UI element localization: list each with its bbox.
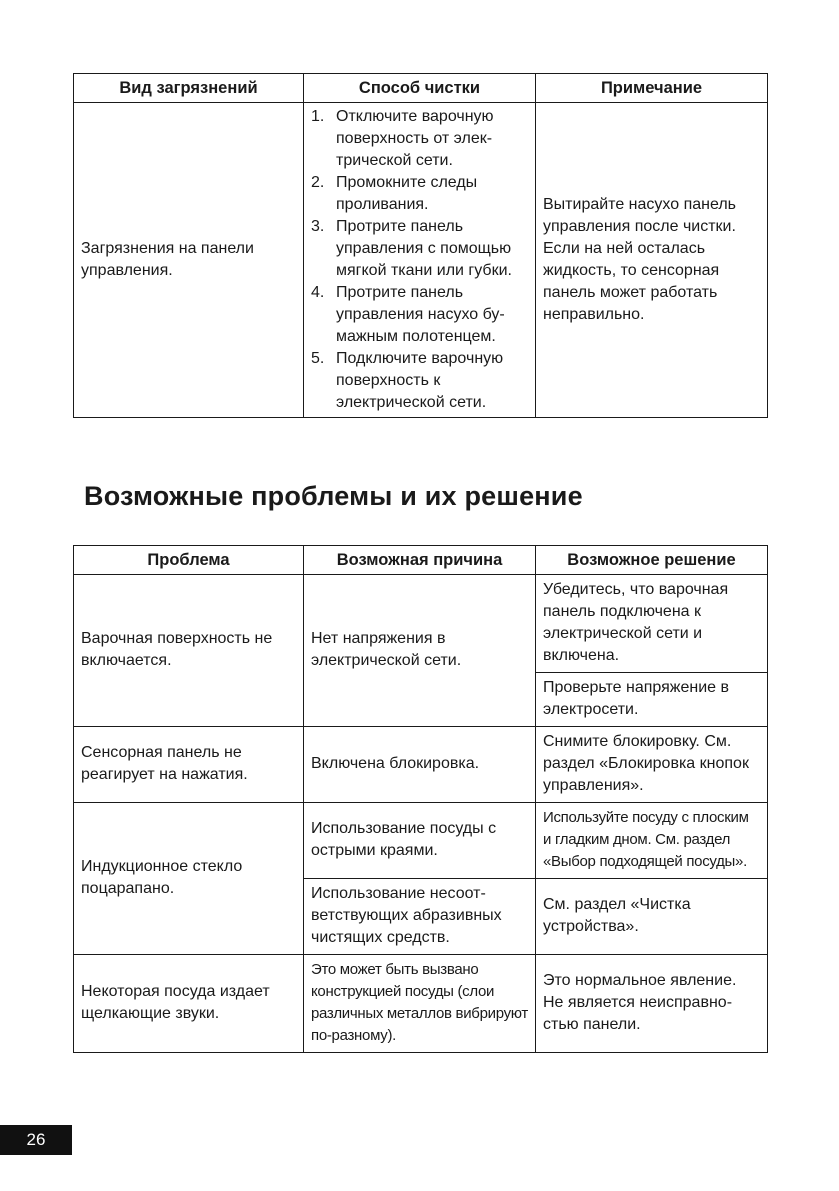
solution-cell: Проверьте напряжение в электросети. [536, 673, 768, 727]
note-line: Вытирайте насухо панель управления после чистки. [543, 196, 736, 235]
header-note: Примечание [536, 74, 768, 103]
step-number: 3. [311, 218, 325, 235]
list-item [311, 106, 528, 172]
cause-cell: Использование посуды с острыми краями. [304, 803, 536, 879]
solution-cell: Это нормальное явление. Не является неисправностью панели. [536, 955, 768, 1053]
step-text: Отключите варочную поверхность от электрической сети. [336, 108, 494, 169]
problem-cell: Индукционное стекло поцарапано. [74, 803, 304, 955]
section-title: Возможные проблемы и их решение [84, 481, 583, 511]
cleaning-steps-cell [304, 103, 536, 418]
table-row [74, 575, 768, 673]
cleaning-steps-list [311, 106, 528, 414]
table-row [74, 727, 768, 803]
step-number: 4. [311, 284, 325, 301]
problem-cell: Некоторая посуда издает щелкающие звуки. [74, 955, 304, 1053]
step-text: Протрите панель управления с помощью мягкой ткани или губки. [336, 218, 512, 279]
header-problem: Проблема [74, 546, 304, 575]
solution-cell: Используйте посуду с плоским и гладким дном. См. раздел «Выбор подходящей посуды». [536, 803, 768, 879]
solution-cell: Убедитесь, что варочная панель подключена к электрической сети и включена. [536, 575, 768, 673]
cleaning-note-cell [536, 103, 768, 418]
problems-table [73, 545, 768, 1053]
contamination-type-cell: Загрязнения на панели управления. [74, 103, 304, 418]
list-item [311, 348, 528, 414]
problems-table-header [74, 546, 768, 575]
note-line: Если на ней осталась жидкость, то сенсорная панель может работать неправильно. [543, 240, 720, 323]
table-row [74, 803, 768, 879]
step-text: Промокните следы проливания. [336, 174, 478, 213]
problem-cell: Варочная поверхность не включается. [74, 575, 304, 727]
solution-cell: См. раздел «Чистка устройства». [536, 879, 768, 955]
cause-cell: Это может быть вызвано конструкцией посуды (слои различных металлов вибрируют по-разному). [304, 955, 536, 1053]
solution-cell: Снимите блокировку. См. раздел «Блокировка кнопок управления». [536, 727, 768, 803]
cleaning-table-header [74, 74, 768, 103]
page-number: 26 [0, 1125, 72, 1155]
list-item [311, 216, 528, 282]
cause-cell: Нет напряжения в электрической сети. [304, 575, 536, 727]
problem-cell: Сенсорная панель не реагирует на нажатия. [74, 727, 304, 803]
step-text: Протрите панель управления насухо бумажным полотенцем. [336, 284, 505, 345]
cause-cell: Использование несоответствующих абразивных чистящих средств. [304, 879, 536, 955]
header-possible-solution: Возможное решение [536, 546, 768, 575]
list-item [311, 282, 528, 348]
table-row [74, 955, 768, 1053]
step-number: 2. [311, 174, 325, 191]
header-possible-cause: Возможная причина [304, 546, 536, 575]
step-text: Подключите варочную поверхность к электрической сети. [336, 350, 504, 411]
step-number: 5. [311, 350, 325, 367]
cleaning-table [73, 73, 768, 418]
header-cleaning-method: Способ чистки [304, 74, 536, 103]
table-row [74, 103, 768, 418]
cause-cell: Включена блокировка. [304, 727, 536, 803]
header-contamination-type: Вид загрязнений [74, 74, 304, 103]
step-number: 1. [311, 108, 325, 125]
list-item [311, 172, 528, 216]
